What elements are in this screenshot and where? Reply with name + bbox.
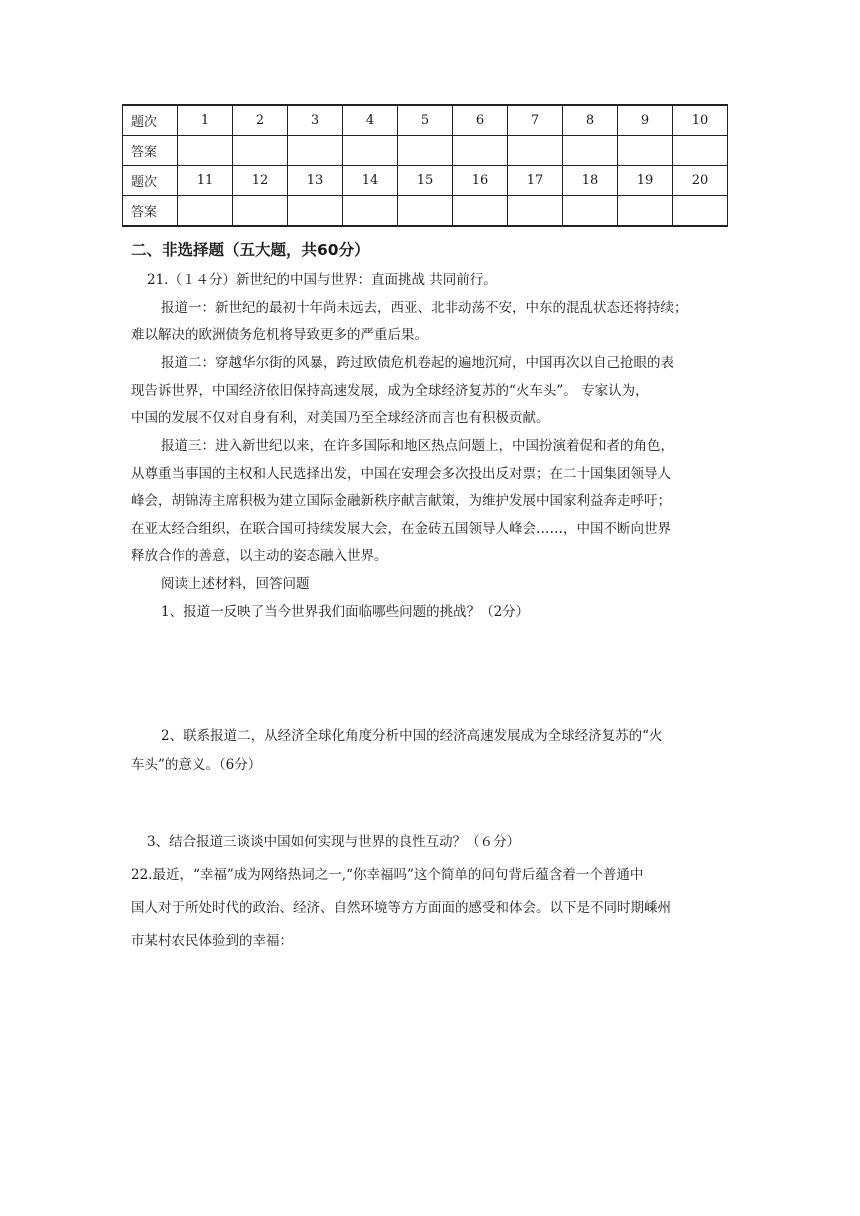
answer-cell[interactable] [563,196,618,227]
answer-cell[interactable] [233,136,288,166]
row-label-answer: 答案 [123,196,178,227]
question-number: 5 [398,105,453,136]
report3-line: 峰会，胡锦涛主席积极为建立国际金融新秩序献言献策，为维护发展中国家利益奔走呼吁； [131,493,671,509]
q22-line: 22.最近，“幸福”成为网络热词之一,“你幸福吗”这个简单的问句背后蕴含着一个普通中 [131,867,644,883]
question-number: 8 [563,105,618,136]
table-row [123,196,728,227]
question-number: 11 [178,166,233,196]
question-number: 12 [233,166,288,196]
question-number: 16 [453,166,508,196]
report3-line: 释放合作的善意，以主动的姿态融入世界。 [131,548,388,564]
row-label-question: 题次 [123,166,178,196]
answer-cell[interactable] [178,196,233,227]
question-number: 18 [563,166,618,196]
question-number: 14 [343,166,398,196]
answer-cell[interactable] [233,196,288,227]
sub-question-1: 1、报道一反映了当今世界我们面临哪些问题的挑战？（2分） [161,604,530,620]
instruction: 阅读上述材料，回答问题 [161,576,310,592]
sub-question-2-line: 2、联系报道二，从经济全球化角度分析中国的经济高速发展成为全球经济复苏的“火 [161,728,663,744]
answer-cell[interactable] [343,196,398,227]
q22-line: 市某村农民体验到的幸福： [131,933,293,949]
question-number: 1 [178,105,233,136]
answer-cell[interactable] [673,136,728,166]
report3-line: 从尊重当事国的主权和人民选择出发，中国在安理会多次投出反对票；在二十国集团领导人 [131,466,671,482]
report3-line: 报道三：进入新世纪以来，在许多国际和地区热点问题上，中国扮演着促和者的角色， [161,438,674,454]
report2-line: 中国的发展不仅对自身有利，对美国乃至全球经济而言也有积极贡献。 [131,410,550,426]
table-row [123,136,728,166]
question-number: 13 [288,166,343,196]
question-number: 20 [673,166,728,196]
answer-cell[interactable] [673,196,728,227]
question-number: 15 [398,166,453,196]
question-number: 10 [673,105,728,136]
answer-cell[interactable] [453,196,508,227]
question-number: 19 [618,166,673,196]
answer-cell[interactable] [508,196,563,227]
question-number: 6 [453,105,508,136]
answer-cell[interactable] [618,196,673,227]
sub-question-2-line: 车头”的意义。（6分） [131,757,262,773]
section-heading: 二、非选择题（五大题，共60分） [131,241,370,259]
question-number: 9 [618,105,673,136]
answer-table [122,104,728,227]
answer-cell[interactable] [453,136,508,166]
report2-line: 现告诉世界，中国经济依旧保持高速发展，成为全球经济复苏的“火车头”。 专家认为， [131,383,649,399]
question-number: 3 [288,105,343,136]
answer-cell[interactable] [178,136,233,166]
table-row [123,166,728,196]
row-label-answer: 答案 [123,136,178,166]
answer-cell[interactable] [343,136,398,166]
answer-cell[interactable] [618,136,673,166]
answer-cell[interactable] [398,136,453,166]
answer-cell[interactable] [563,136,618,166]
q21-title: 21.（１４分）新世纪的中国与世界：直面挑战 共同前行。 [147,272,497,288]
report3-line: 在亚太经合组织，在联合国可持续发展大会，在金砖五国领导人峰会……，中国不断向世界 [131,521,671,537]
answer-cell[interactable] [398,196,453,227]
answer-cell[interactable] [288,136,343,166]
question-number: 4 [343,105,398,136]
sub-question-3: 3、结合报道三谈谈中国如何实现与世界的良性互动？（６分） [147,834,521,850]
report2-line: 报道二：穿越华尔街的风暴，跨过欧债危机卷起的遍地沉疴，中国再次以自己抢眼的表 [161,355,674,371]
q22-line: 国人对于所处时代的政治、经济、自然环境等方方面面的感受和体会。以下是不同时期嵊州 [131,900,671,916]
answer-cell[interactable] [288,196,343,227]
report1-line: 难以解决的欧洲债务危机将导致更多的严重后果。 [131,327,428,343]
report1-line: 报道一：新世纪的最初十年尚未远去，西亚、北非动荡不安，中东的混乱状态还将持续； [161,300,688,316]
row-label-question: 题次 [123,105,178,136]
answer-cell[interactable] [508,136,563,166]
question-number: 7 [508,105,563,136]
table-row [123,105,728,136]
question-number: 17 [508,166,563,196]
question-number: 2 [233,105,288,136]
